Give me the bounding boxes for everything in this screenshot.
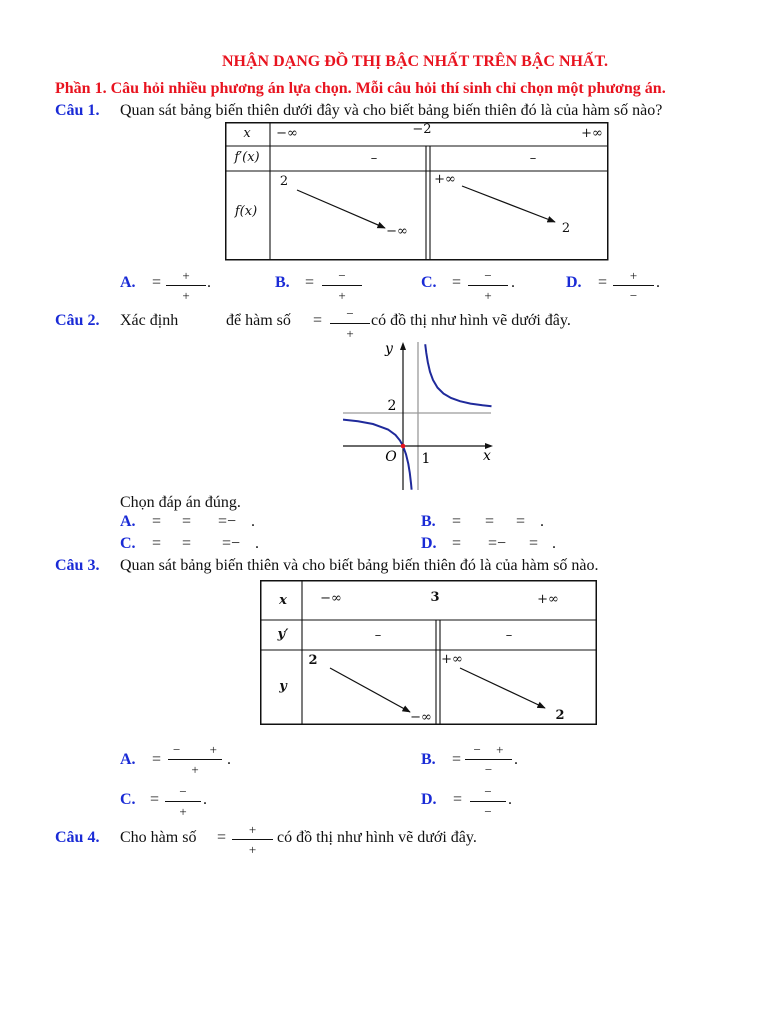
q3-option-c-denominator: + [179,804,187,819]
q1-option-b-equals: = [305,274,315,291]
q4-equals: = [217,829,227,846]
q2-option-c-part: = [182,535,192,552]
q4-label: Câu 4. [55,829,100,846]
q3-option-d-label: D. [421,791,437,808]
fraction-bar [468,285,508,286]
q4-text-after: có đồ thị như hình vẽ dưới đây. [277,829,477,846]
q3-option-c-numerator: − [179,784,187,799]
q3-option-d-fraction [470,783,506,820]
q2-option-d-label: D. [421,535,437,552]
q2-option-a-part: . [251,513,255,530]
q1-option-c-denominator: + [484,288,492,303]
q3-x-pos-infinity: +∞ [537,592,559,607]
q3-option-d-numerator: − [484,784,492,799]
q2-option-a-part: = [152,513,162,530]
q1-option-b-numerator: − [338,268,346,283]
q1-x-neg-infinity: −∞ [276,126,298,141]
q1-value-right-end: 2 [561,221,571,236]
q1-table-lines [225,122,609,261]
part-heading: Phần 1. Câu hỏi nhiều phương án lựa chọn. Mỗi câu hỏi thí sinh chỉ chọn một phương án. [55,80,666,97]
q3-value-right-end: 2 [555,708,565,723]
curve-right-branch [425,344,491,406]
q1-sign-right: – [529,151,537,166]
q3-option-a-fraction [168,741,222,778]
fraction-bar [166,285,206,286]
q3-x-critical: 3 [430,590,440,605]
q3-option-a-numerator: − + [173,742,217,757]
q3-option-c-end: . [203,791,207,808]
q3-question-text: Quan sát bảng biến thiên và cho biết bảng biến thiên đó là của hàm số nào. [120,557,599,574]
q3-option-a-end: . [227,751,231,768]
q1-option-a-numerator: + [182,268,190,283]
q2-option-b-part: . [540,513,544,530]
q3-option-b-fraction [465,741,512,778]
y-axis-label: y [385,341,393,357]
q1-option-c-numerator: − [484,268,492,283]
q1-option-b-denominator: + [338,288,346,303]
q1-option-c-label: C. [421,274,437,291]
q3-option-b-denominator: − [484,762,493,777]
q3-option-b-numerator: − + [473,742,504,757]
q2-option-b-label: B. [421,513,436,530]
q1-option-a-end: . [207,274,211,291]
q3-option-d-end: . [508,791,512,808]
q2-option-c-part: =− [222,535,241,552]
curve-left-branch [343,420,412,490]
q1-option-c-fraction [468,267,508,304]
q2-text-middle: để hàm số [226,312,291,329]
q3-sign-right: – [505,628,513,643]
q1-option-d-end: . [656,274,660,291]
q2-option-a-part: =− [218,513,237,530]
q3-sign-left: – [374,628,382,643]
q2-numerator: − [346,306,354,321]
q3-option-b-end: . [514,751,518,768]
q3-row-header-function: y [279,679,287,694]
q2-equals: = [313,312,323,329]
q4-function-fraction [232,821,273,858]
q4-numerator: + [248,822,257,837]
q2-option-c-part: = [152,535,162,552]
q2-denominator: + [346,326,354,341]
fraction-bar [465,759,512,760]
q1-option-d-fraction [613,267,654,304]
q3-x-neg-infinity: −∞ [320,591,342,606]
q1-decreasing-arrow-left [297,190,385,228]
q1-variation-table [225,122,609,261]
q2-hyperbola-graph [343,340,495,492]
x-axis-label: x [483,448,491,464]
q3-option-d-denominator: − [484,804,492,819]
q3-decreasing-arrow-left [330,668,410,712]
q1-label: Câu 1. [55,102,100,119]
q2-prompt: Chọn đáp án đúng. [120,494,241,511]
q1-value-right-start: +∞ [434,172,456,187]
q3-option-a-denominator: + [191,762,199,777]
q3-option-d-equals: = [453,791,463,808]
q2-option-c-label: C. [120,535,136,552]
fraction-bar [168,759,222,760]
q3-option-c-label: C. [120,791,136,808]
page-title: NHẬN DẠNG ĐỒ THỊ BẬC NHẤT TRÊN BẬC NHẤT. [222,53,608,70]
fraction-bar [322,285,362,286]
q1-option-a-fraction [166,267,206,304]
q2-option-a-label: A. [120,513,136,530]
q3-option-c-fraction [165,783,201,820]
q2-option-d-part: . [552,535,556,552]
q3-option-a-label: A. [120,751,136,768]
q1-row-header-function: f(x) [234,204,258,219]
q1-question-text: Quan sát bảng biến thiên dưới đây và cho biết bảng biến thiên đó là của hàm số nào? [120,102,663,119]
q3-option-a-equals: = [152,751,162,768]
q2-text-before: Xác định [120,312,179,329]
q2-function-fraction [330,305,370,342]
origin-point [401,444,406,449]
q1-option-d-numerator: + [629,268,638,283]
fraction-bar [330,323,370,324]
q3-value-left-end: −∞ [410,710,432,725]
q4-denominator: + [248,842,257,857]
q2-option-c-part: . [255,535,259,552]
q1-decreasing-arrow-right [462,186,555,222]
q2-label: Câu 2. [55,312,100,329]
q3-value-right-start: +∞ [441,652,463,667]
origin-label: O [385,449,397,465]
q3-row-header-derivative: y′ [277,627,289,642]
q2-option-d-part: =− [488,535,507,552]
x-tick-label: 1 [421,451,431,467]
q1-x-critical: −2 [412,122,432,137]
q1-option-d-equals: = [598,274,608,291]
q1-option-d-label: D. [566,274,582,291]
q1-value-left-start: 2 [279,174,289,189]
q1-option-a-label: A. [120,274,136,291]
q3-row-header-x: x [279,593,287,608]
q1-value-left-end: −∞ [386,224,408,239]
q2-option-d-part: = [452,535,462,552]
fraction-bar [165,801,201,802]
q2-text-after: có đồ thị như hình vẽ dưới đây. [371,312,571,329]
q1-option-d-denominator: − [629,288,638,303]
q1-x-pos-infinity: +∞ [581,126,603,141]
q2-option-b-part: = [516,513,526,530]
q1-option-c-equals: = [452,274,462,291]
q3-variation-table [260,580,597,725]
q1-row-header-derivative: f′(x) [234,150,260,165]
y-axis-arrowhead [400,342,406,350]
q3-label: Câu 3. [55,557,100,574]
fraction-bar [613,285,654,286]
q3-option-c-equals: = [150,791,160,808]
q4-text-before: Cho hàm số [120,829,197,846]
y-tick-label: 2 [387,398,397,414]
q1-option-c-end: . [511,274,515,291]
q1-option-b-fraction [322,267,362,304]
q3-decreasing-arrow-right [460,668,545,708]
q2-option-b-part: = [485,513,495,530]
q1-option-a-denominator: + [182,288,190,303]
fraction-bar [232,839,273,840]
q3-option-b-equals: = [452,751,462,768]
q1-sign-left: – [370,151,378,166]
q2-option-d-part: = [529,535,539,552]
q3-value-left-start: 2 [308,653,318,668]
q1-option-a-equals: = [152,274,162,291]
q1-option-b-label: B. [275,274,290,291]
q2-option-a-part: = [182,513,192,530]
fraction-bar [470,801,506,802]
q2-option-b-part: = [452,513,462,530]
q1-row-header-x: x [243,126,251,141]
q3-option-b-label: B. [421,751,436,768]
